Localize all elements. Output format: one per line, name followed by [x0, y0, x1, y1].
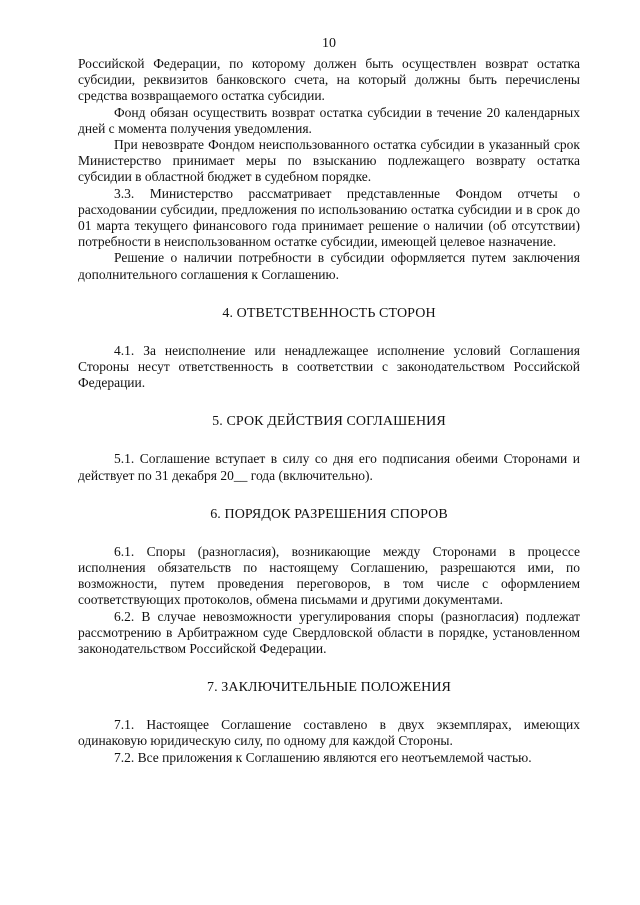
document-page: [78, 36, 580, 766]
paragraph-clause-4-1: 4.1. За неисполнение или ненадлежащее исполнение условий Соглашения Стороны несут ответственность в соответствии с законодательством Российской Федерации.: [78, 342, 580, 391]
paragraph-clause-7-1: 7.1. Настоящее Соглашение составлено в двух экземплярах, имеющих одинаковую юридическую силу, по одному для каждой Стороны.: [78, 717, 580, 749]
paragraph-refund-details: Российской Федерации, по которому должен быть осуществлен возврат остатка субсидии, реквизитов банковского счета, на который должны быть перечислены средства возвращаемого остатка субсидии.: [78, 56, 580, 104]
section-heading-final-provisions: 7. ЗАКЛЮЧИТЕЛЬНЫЕ ПОЛОЖЕНИЯ: [207, 680, 451, 696]
page-number: 10: [322, 36, 336, 51]
paragraph-additional-agreement: Решение о наличии потребности в субсидии оформляется путем заключения дополнительного соглашения к Соглашению.: [78, 250, 580, 282]
paragraph-clause-7-2: 7.2. Все приложения к Соглашению являются его неотъемлемой частью.: [114, 749, 532, 765]
paragraph-fund-refund-obligation: Фонд обязан осуществить возврат остатка субсидии в течение 20 календарных дней с момента получения уведомления.: [78, 104, 580, 136]
section-heading-disputes: 6. ПОРЯДОК РАЗРЕШЕНИЯ СПОРОВ: [210, 506, 448, 522]
paragraph-non-refund-measures: При невозврате Фондом неиспользованного остатка субсидии в указанный срок Министерство принимает меры по взысканию подлежащего возврату остатка субсидии в областной бюджет в судебном порядке.: [78, 137, 580, 185]
section-heading-responsibility: 4. ОТВЕТСТВЕННОСТЬ СТОРОН: [222, 305, 436, 321]
section-heading-term: 5. СРОК ДЕЙСТВИЯ СОГЛАШЕНИЯ: [212, 414, 446, 430]
paragraph-clause-5-1: 5.1. Соглашение вступает в силу со дня его подписания обеими Сторонами и действует по 31 декабря 20__ года (включительно).: [78, 451, 580, 483]
paragraph-clause-6-2: 6.2. В случае невозможности урегулирования споры (разногласия) подлежат рассмотрению в Арбитражном суде Свердловской области в порядке, установленном законодательством Российской Федерации.: [78, 608, 580, 657]
paragraph-clause-3-3: 3.3. Министерство рассматривает представленные Фондом отчеты о расходовании субсидии, предложения по использованию остатка субсидии и в срок до 01 марта текущего финансового года принимает решение о наличии (об отсутствии) потребности в неиспользованном остатке субсидии, имеющей целевое назначение.: [78, 185, 580, 250]
paragraph-clause-6-1: 6.1. Споры (разногласия), возникающие между Сторонами в процессе исполнения обязательств по настоящему Соглашению, разрешаются ими, по возможности, путем проведения переговоров, в том числе с оформлением соответствующих протоколов, обмена письмами и другими документами.: [78, 543, 580, 608]
